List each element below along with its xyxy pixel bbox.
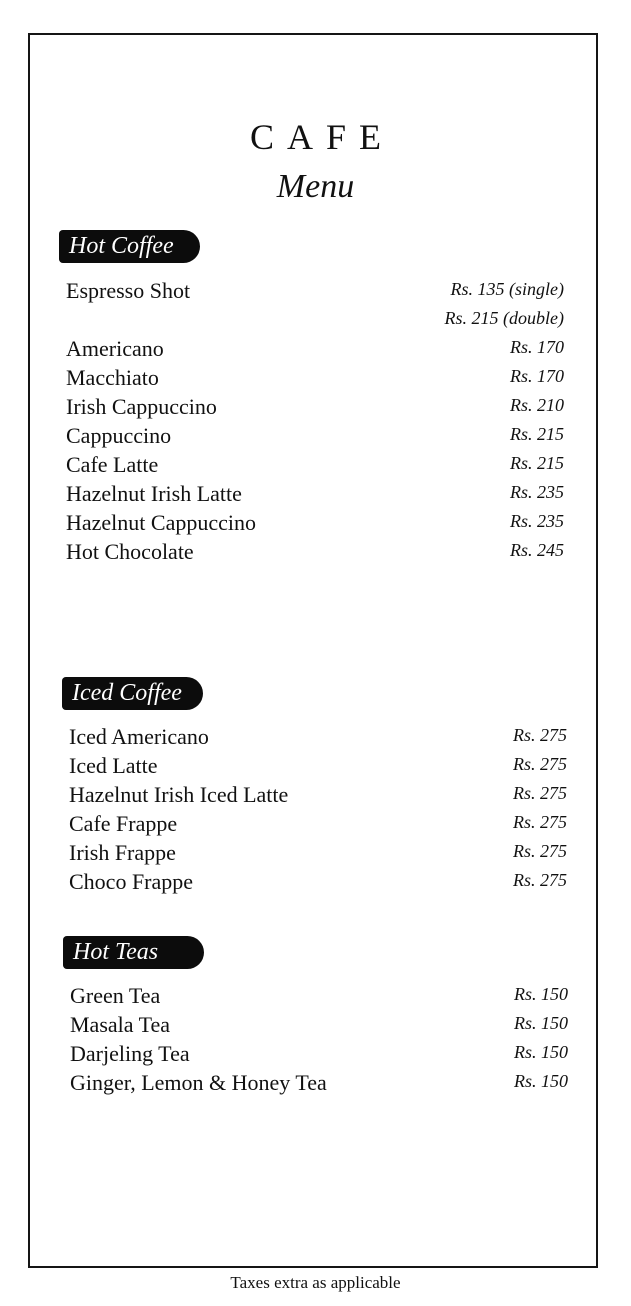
item-name: Espresso Shot bbox=[66, 278, 191, 303]
menu-item-choco-frappe bbox=[69, 867, 567, 896]
menu-item-cafe-frappe bbox=[69, 809, 567, 838]
menu-item-darjeling-tea bbox=[70, 1039, 568, 1068]
item-price: Rs. 170 bbox=[510, 366, 564, 386]
item-name: Hot Chocolate bbox=[66, 539, 194, 564]
menu-item-hazelnut-irish-latte bbox=[66, 479, 564, 508]
item-price: Rs. 150 bbox=[514, 1042, 568, 1062]
menu-item-hazelnut-cappuccino bbox=[66, 508, 564, 537]
item-price: Rs. 170 bbox=[510, 337, 564, 357]
item-price: Rs. 245 bbox=[510, 540, 564, 560]
menu-item-green-tea bbox=[70, 981, 568, 1010]
item-price: Rs. 215 bbox=[510, 453, 564, 473]
menu-item-cafe-latte bbox=[66, 450, 564, 479]
item-name: Irish Frappe bbox=[69, 840, 176, 865]
item-name: Americano bbox=[66, 336, 164, 361]
item-price: Rs. 150 bbox=[514, 984, 568, 1004]
section-label-hot-teas: Hot Teas bbox=[63, 936, 204, 969]
item-name: Hazelnut Irish Latte bbox=[66, 481, 242, 506]
item-name: Irish Cappuccino bbox=[66, 394, 217, 419]
menu-item-masala-tea bbox=[70, 1010, 568, 1039]
menu-item-espresso-double bbox=[66, 305, 564, 334]
item-name: Ginger, Lemon & Honey Tea bbox=[70, 1070, 327, 1095]
item-name: Macchiato bbox=[66, 365, 159, 390]
item-price: Rs. 215 bbox=[510, 424, 564, 444]
item-price: Rs. 235 bbox=[510, 511, 564, 531]
item-price: Rs. 275 bbox=[513, 725, 567, 745]
item-name: Masala Tea bbox=[70, 1012, 171, 1037]
item-name: Choco Frappe bbox=[69, 869, 194, 894]
item-price: Rs. 275 bbox=[513, 841, 567, 861]
item-price: Rs. 275 bbox=[513, 754, 567, 774]
menu-item-iced-americano bbox=[69, 722, 567, 751]
menu-item-ginger-lemon-honey-tea bbox=[70, 1068, 568, 1097]
menu-item-hot-chocolate bbox=[66, 537, 564, 566]
item-price: Rs. 215 (double) bbox=[444, 308, 564, 328]
menu-item-cappuccino bbox=[66, 421, 564, 450]
menu-title: CAFE bbox=[249, 117, 395, 157]
item-name: Iced Latte bbox=[69, 753, 158, 778]
section-label-hot-coffee: Hot Coffee bbox=[59, 230, 200, 263]
item-name: Cafe Frappe bbox=[69, 811, 178, 836]
item-price: Rs. 150 bbox=[514, 1013, 568, 1033]
item-name: Green Tea bbox=[70, 983, 161, 1008]
item-name: Darjeling Tea bbox=[70, 1041, 190, 1066]
item-name: Cafe Latte bbox=[66, 452, 159, 477]
item-price: Rs. 150 bbox=[514, 1071, 568, 1091]
item-price: Rs. 275 bbox=[513, 812, 567, 832]
section-label-iced-coffee: Iced Coffee bbox=[62, 677, 203, 710]
menu-item-irish-cappuccino bbox=[66, 392, 564, 421]
item-price: Rs. 275 bbox=[513, 870, 567, 890]
menu-item-americano bbox=[66, 334, 564, 363]
item-name: Hazelnut Irish Iced Latte bbox=[69, 782, 289, 807]
menu-item-irish-frappe bbox=[69, 838, 567, 867]
menu-item-macchiato bbox=[66, 363, 564, 392]
item-price: Rs. 135 (single) bbox=[450, 279, 564, 299]
item-name: Cappuccino bbox=[66, 423, 172, 448]
item-price: Rs. 275 bbox=[513, 783, 567, 803]
menu-item-hazelnut-irish-iced-latte bbox=[69, 780, 567, 809]
item-price: Rs. 235 bbox=[510, 482, 564, 502]
menu-item-espresso-shot bbox=[66, 276, 564, 305]
item-name: Iced Americano bbox=[69, 724, 209, 749]
menu-item-iced-latte bbox=[69, 751, 567, 780]
taxes-footnote: Taxes extra as applicable bbox=[230, 1273, 401, 1292]
menu-subtitle: Menu bbox=[276, 168, 355, 205]
item-name: Hazelnut Cappuccino bbox=[66, 510, 256, 535]
item-price: Rs. 210 bbox=[510, 395, 564, 415]
